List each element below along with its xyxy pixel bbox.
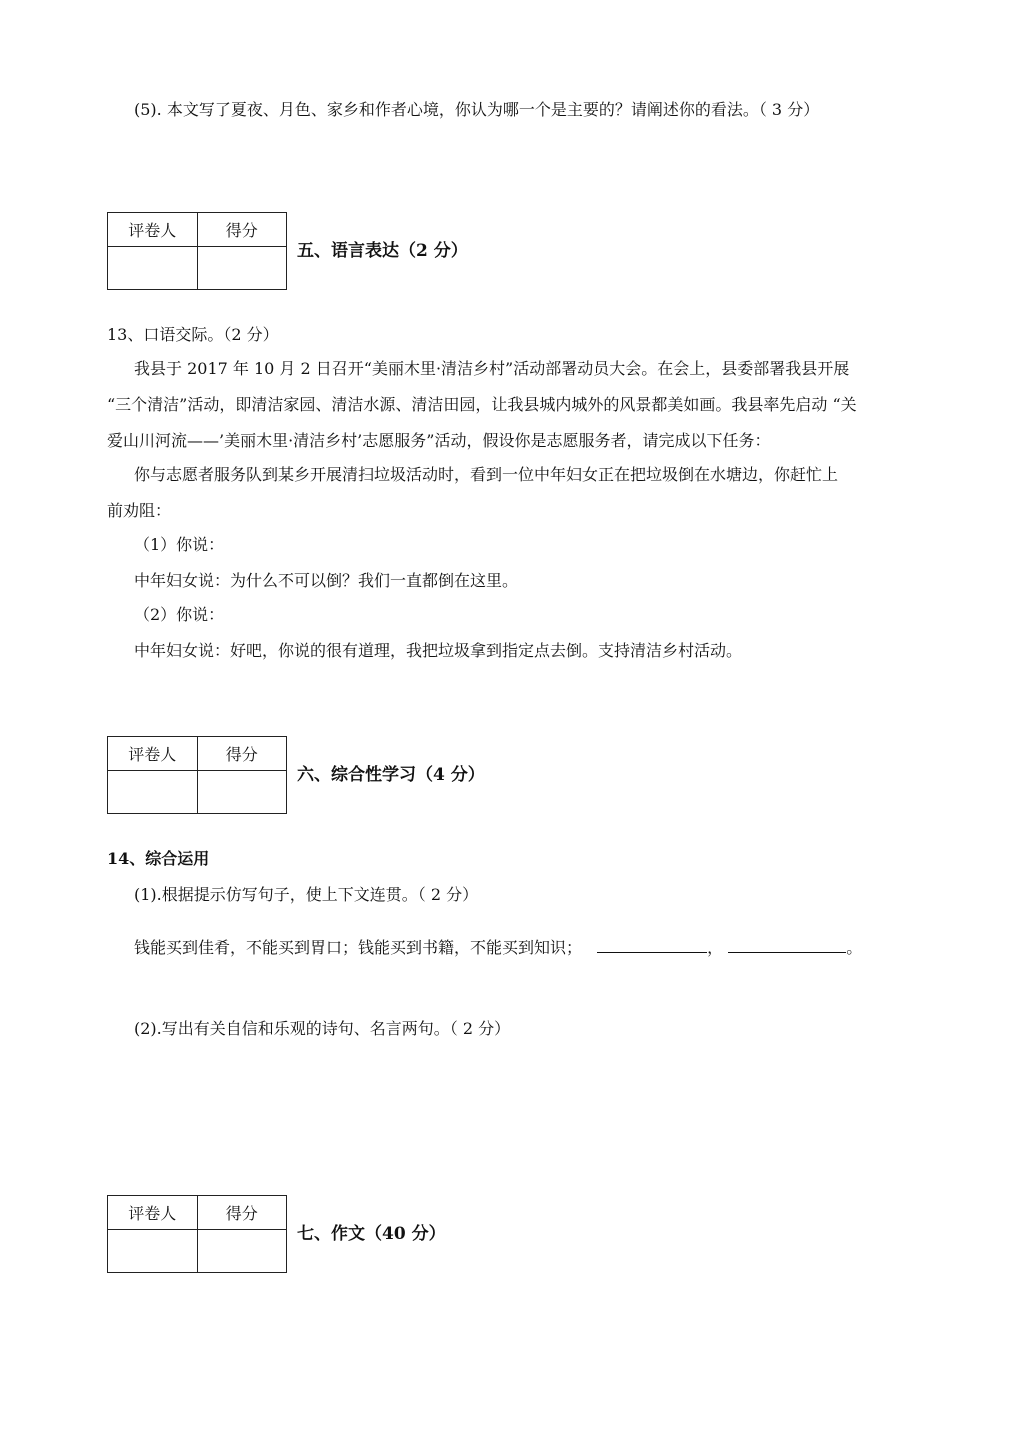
- section-6-title: 六、综合性学习（4 分）: [297, 765, 485, 785]
- q14-sub-1: (1).根据提示仿写句子，使上下文连贯。（ 2 分）: [134, 885, 479, 904]
- section-7-title: 七、作文（40 分）: [297, 1224, 446, 1244]
- q13-paragraph-2-line-1: 你与志愿者服务队到某乡开展清扫垃圾活动时，看到一位中年妇女正在把垃圾倒在水塘边，你赶忙上: [134, 465, 839, 484]
- score-table-section-5: [107, 212, 287, 290]
- score-table-section-7: [107, 1195, 287, 1273]
- blank-period: 。: [846, 938, 863, 957]
- q13-sub-1: （1）你说：: [134, 535, 225, 554]
- q13-sub-2: （2）你说：: [134, 605, 225, 624]
- grader-cell: [108, 771, 198, 814]
- q13-reply-2: 中年妇女说：好吧，你说的很有道理，我把垃圾拿到指定点去倒。支持清洁乡村活动。: [134, 641, 743, 660]
- q13-reply-1: 中年妇女说：为什么不可以倒？我们一直都倒在这里。: [134, 571, 519, 590]
- score-label: 得分: [197, 213, 287, 247]
- grader-label: 评卷人: [108, 737, 198, 771]
- question-14-title: 14、综合运用: [107, 849, 210, 868]
- blank-comma: ，: [707, 938, 724, 957]
- q13-paragraph-1-line-3: 爱山川河流——’美丽木里·清洁乡村’志愿服务”活动，假设你是志愿服务者，请完成以下任务：: [107, 431, 771, 450]
- score-label: 得分: [197, 1196, 287, 1230]
- q13-paragraph-2-line-2: 前劝阻：: [107, 501, 172, 520]
- grader-label: 评卷人: [108, 1196, 198, 1230]
- score-cell: [197, 1230, 287, 1273]
- section-5-title: 五、语言表达（2 分）: [297, 241, 468, 261]
- grader-cell: [108, 247, 198, 290]
- grader-label: 评卷人: [108, 213, 198, 247]
- score-cell: [197, 771, 287, 814]
- grader-cell: [108, 1230, 198, 1273]
- answer-blank-2[interactable]: [728, 936, 846, 953]
- q14-sub-2: (2).写出有关自信和乐观的诗句、名言两句。（ 2 分）: [134, 1019, 511, 1038]
- q13-paragraph-1-line-1: 我县于 2017 年 10 月 2 日召开“美丽木里·清洁乡村”活动部署动员大会。在会上，县委部署我县开展: [134, 359, 850, 378]
- score-label: 得分: [197, 737, 287, 771]
- score-table-section-6: [107, 736, 287, 814]
- q14-sentence: 钱能买到佳肴，不能买到胃口；钱能买到书籍，不能买到知识；: [134, 938, 583, 957]
- answer-blank-1[interactable]: [597, 936, 707, 953]
- q14-sentence-line: [134, 936, 862, 959]
- score-cell: [197, 247, 287, 290]
- q13-paragraph-1-line-2: “三个清洁”活动，即清洁家园、清洁水源、清洁田园，让我县城内城外的风景都美如画。我县率先启动 “关: [107, 395, 857, 414]
- question-13-title: 13、口语交际。（2 分）: [107, 325, 279, 344]
- question-5-text: (5). 本文写了夏夜、月色、家乡和作者心境，你认为哪一个是主要的？请阐述你的看法。（ 3 分）: [134, 100, 820, 119]
